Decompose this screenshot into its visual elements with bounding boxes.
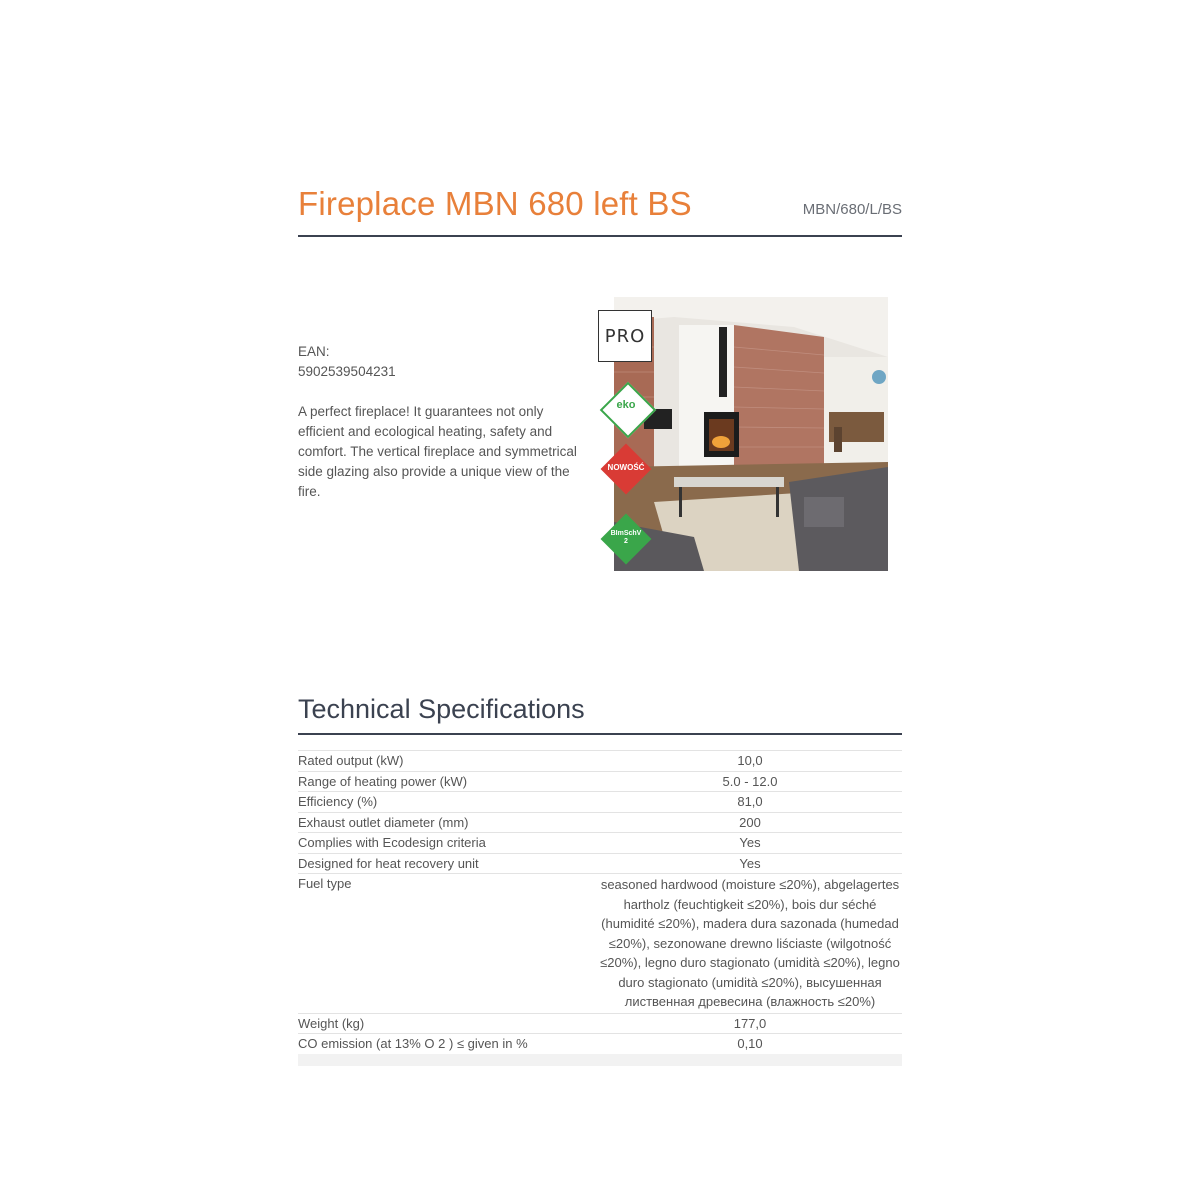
spec-value: 200 bbox=[739, 814, 761, 830]
product-photo bbox=[614, 297, 888, 571]
new-badge-label: NOWOŚĆ bbox=[607, 463, 645, 472]
spec-row bbox=[298, 813, 902, 834]
product-info bbox=[298, 342, 578, 502]
spec-value: 10,0 bbox=[737, 753, 763, 768]
product-sku: MBN/680/L/BS bbox=[802, 201, 902, 218]
spec-label: Exhaust outlet diameter (mm) bbox=[298, 814, 469, 830]
specs-table bbox=[298, 750, 902, 1066]
product-sheet bbox=[298, 0, 902, 1200]
spec-row-fuel-type bbox=[298, 874, 902, 1014]
spec-value: 81,0 bbox=[737, 794, 763, 809]
spec-label: Complies with Ecodesign criteria bbox=[298, 835, 486, 850]
spec-label: Range of heating power (kW) bbox=[298, 773, 468, 789]
eco-badge-label: eko bbox=[616, 399, 636, 411]
spec-row bbox=[298, 854, 902, 875]
product-image-area bbox=[598, 297, 888, 571]
spec-label: Fuel type bbox=[298, 876, 352, 891]
specs-title: Technical Specifications bbox=[298, 694, 585, 724]
ean-label: EAN: bbox=[298, 344, 330, 359]
spec-value: 177,0 bbox=[733, 1015, 767, 1031]
product-description: A perfect fireplace! It guarantees not only efficient and ecological heating, safety and comfort. The vertical fireplace and symmetrical side glazing also provide a unique view of the fire. bbox=[298, 404, 577, 499]
spec-row bbox=[298, 833, 902, 854]
spec-label: Weight (kg) bbox=[298, 1015, 365, 1031]
spec-label: Efficiency (%) bbox=[298, 794, 378, 809]
spec-row bbox=[298, 792, 902, 813]
spec-label: CO emission (at 13% O 2 ) ≤ given in % bbox=[298, 1036, 528, 1051]
spec-row bbox=[298, 1034, 902, 1066]
product-title: Fireplace MBN 680 left BS bbox=[298, 185, 692, 222]
spec-row bbox=[298, 772, 902, 793]
pro-badge bbox=[598, 310, 652, 362]
pro-badge-label: PRO bbox=[604, 325, 646, 347]
bimschv-badge-label: BImSchV 2 bbox=[610, 530, 642, 545]
spec-row bbox=[298, 751, 902, 772]
spec-label: Designed for heat recovery unit bbox=[298, 855, 479, 871]
eco-badge bbox=[600, 382, 652, 434]
spec-value: Yes bbox=[739, 835, 761, 850]
spec-value: 5.0 - 12.0 bbox=[722, 773, 778, 789]
specs-header bbox=[298, 690, 902, 735]
new-badge bbox=[600, 443, 652, 495]
ean-value: 5902539504231 bbox=[298, 364, 396, 379]
bimschv-badge bbox=[600, 513, 652, 565]
spec-value: 0,10 bbox=[737, 1036, 763, 1051]
spec-label: Rated output (kW) bbox=[298, 753, 404, 768]
spec-row bbox=[298, 1014, 902, 1035]
product-header bbox=[298, 180, 902, 237]
spec-value: Yes bbox=[739, 855, 761, 871]
spec-value: seasoned hardwood (moisture ≤20%), abgelagertes hartholz (feuchtigkeit ≤20%), bois dur séché (humidité ≤20%), madera dura sazonada (humedad ≤20%), sezonowane drewno liściaste (wilgotność ≤20%), legno duro stagionato (umidità ≤20%), legno duro stagionato (umidità ≤20%), высушенная лиственная древесина (влажность ≤20%) bbox=[600, 877, 900, 1009]
